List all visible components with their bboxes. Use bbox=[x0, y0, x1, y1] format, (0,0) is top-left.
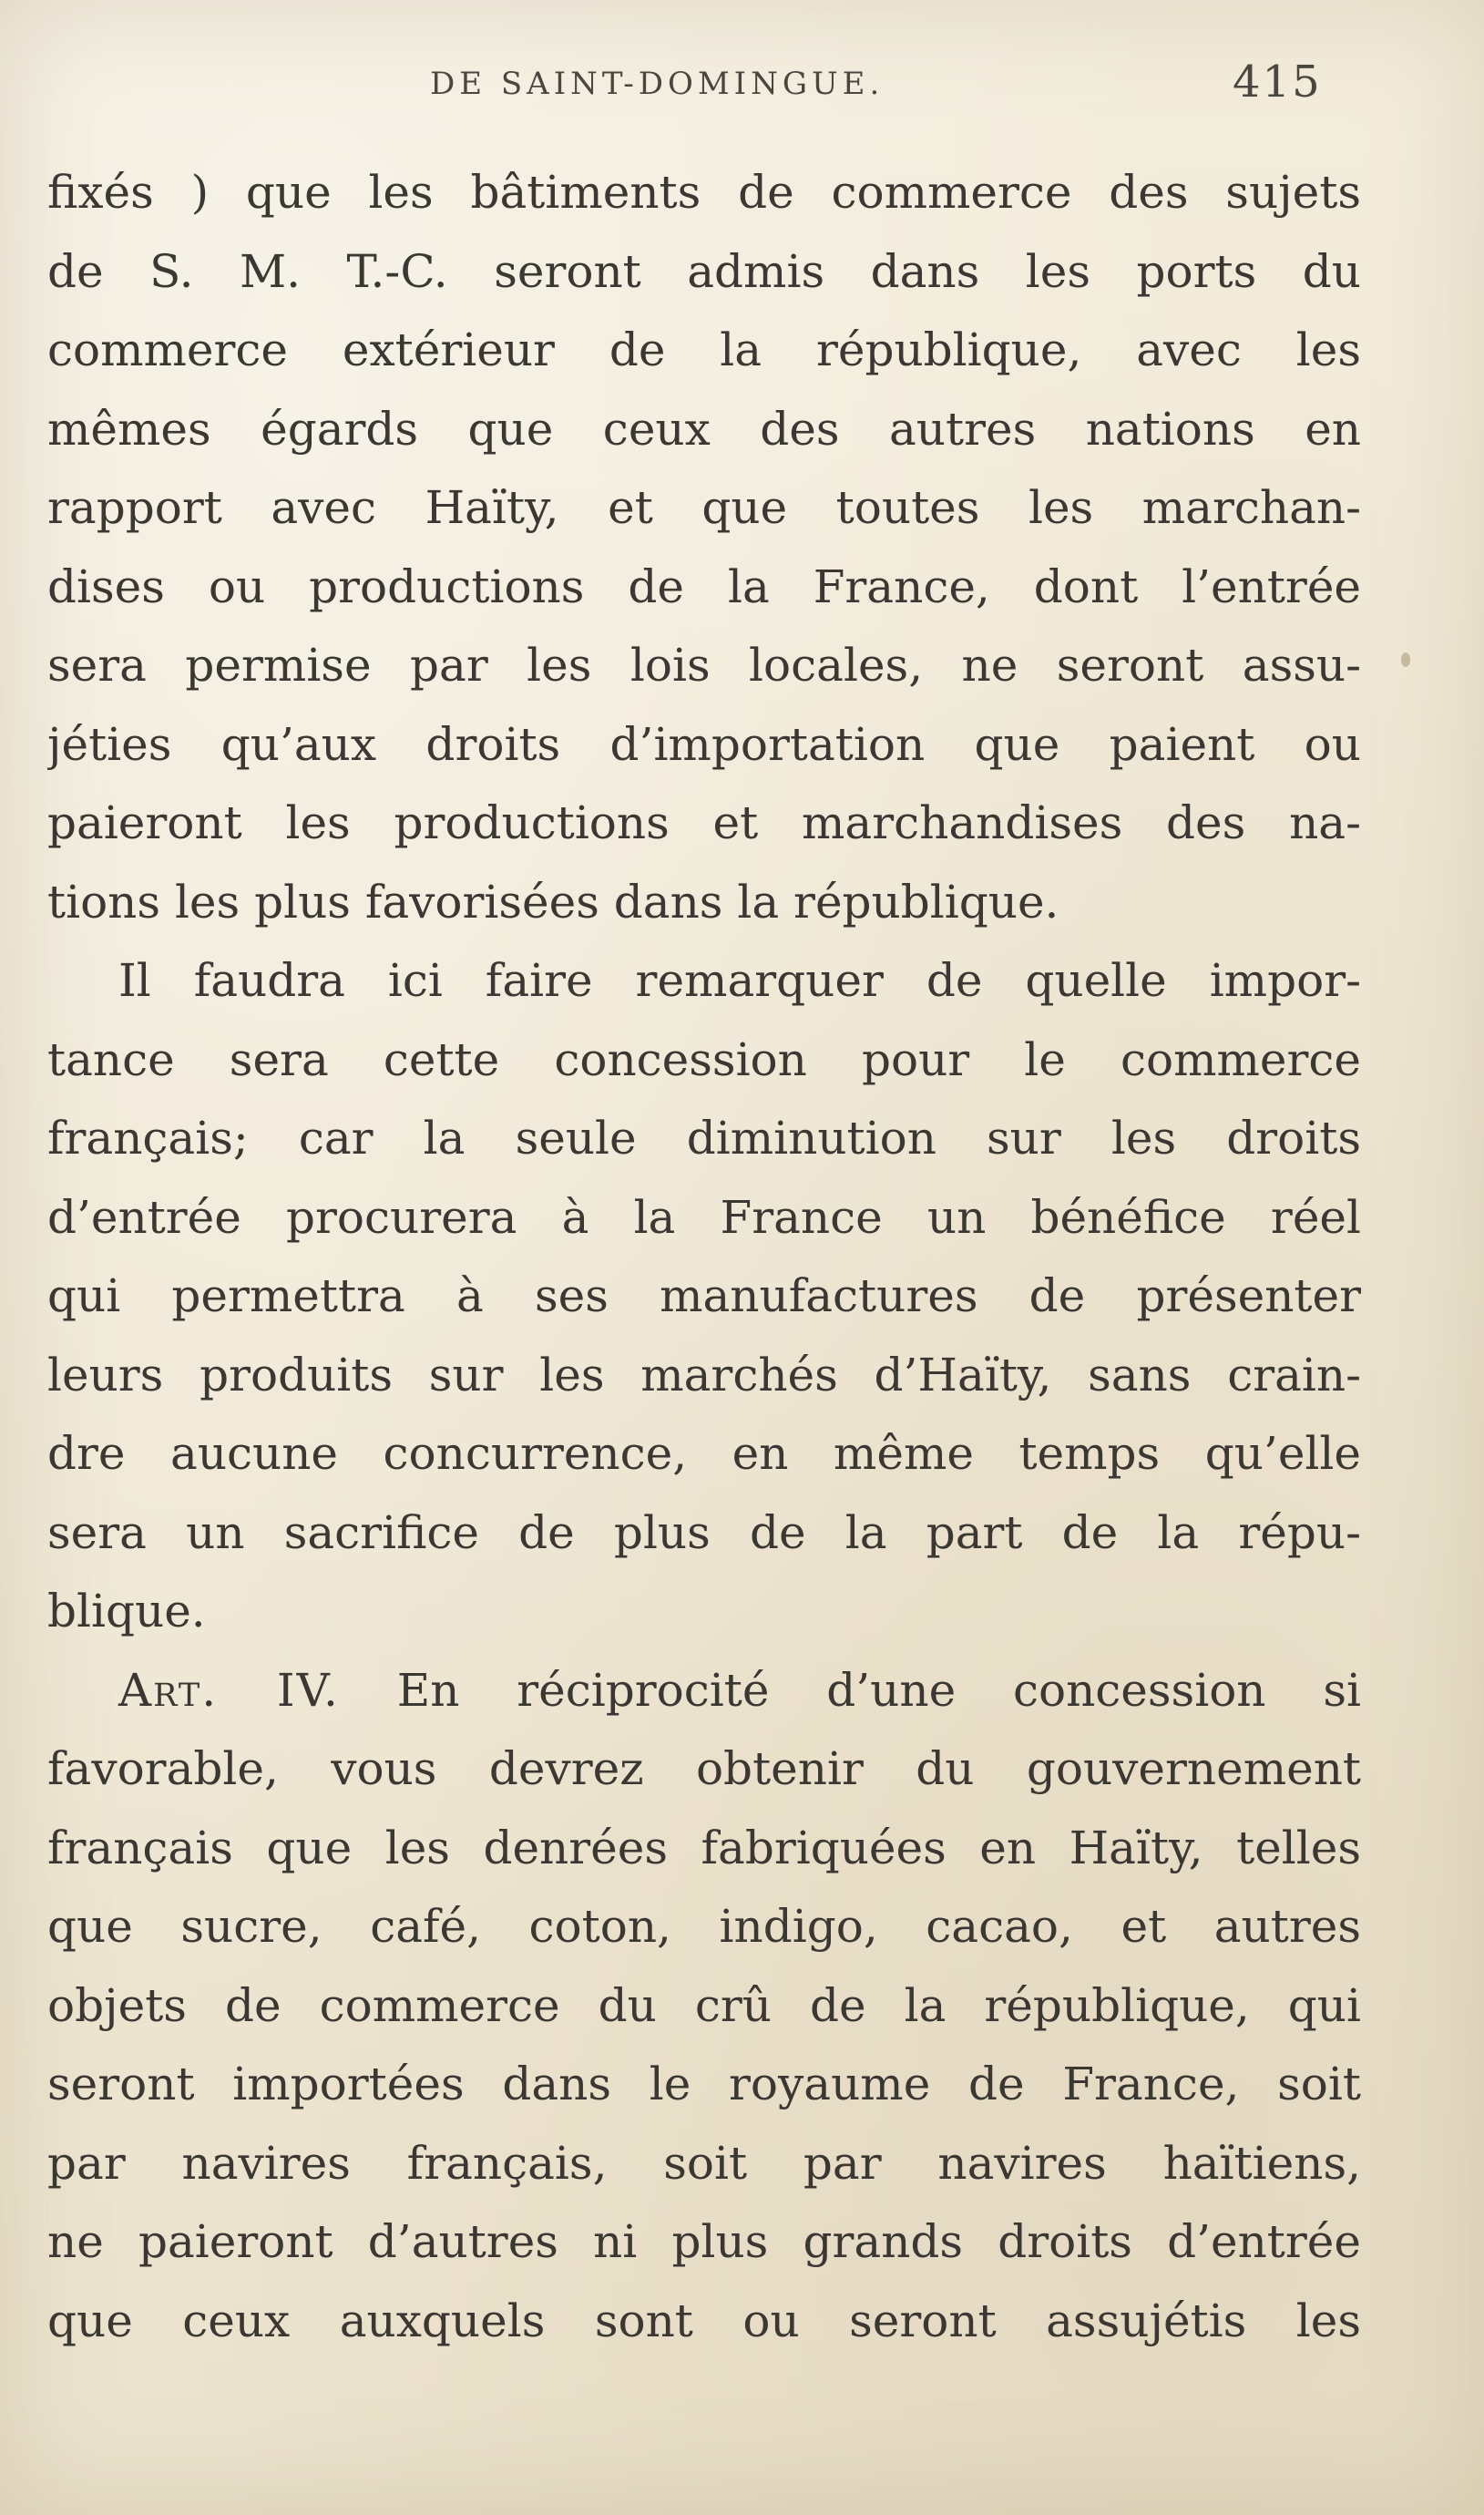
text-line: de S. M. T.-C. seront admis dans les ports du bbox=[47, 244, 1361, 298]
text-line: dre aucune concurrence, en même temps qu’elle bbox=[47, 1427, 1361, 1480]
text-line: par navires français, soit par navires haïtiens, bbox=[47, 2136, 1361, 2190]
text-line: français que les denrées fabriquées en Haïty, telles bbox=[47, 1821, 1361, 1874]
text-line: mêmes égards que ceux des autres nations en bbox=[47, 402, 1361, 456]
text-line: rapport avec Haïty, et que toutes les marchan- bbox=[47, 481, 1361, 534]
paper-spot bbox=[1401, 652, 1410, 667]
paragraph-2 bbox=[47, 941, 1361, 1651]
page-header bbox=[0, 56, 1484, 120]
text-line: qui permettra à ses manufactures de présenter bbox=[47, 1269, 1361, 1322]
text-line: seront importées dans le royaume de France, soit bbox=[47, 2058, 1361, 2110]
text-line: blique. bbox=[47, 1585, 206, 1637]
text-line: d’entrée procurera à la France un bénéfice réel bbox=[47, 1190, 1361, 1244]
paragraph-1 bbox=[47, 153, 1361, 941]
text-line: sera un sacrifice de plus de la part de la répu- bbox=[47, 1505, 1361, 1559]
text-line: ne paieront d’autres ni plus grands droits d’entrée bbox=[47, 2215, 1361, 2268]
page-number: 415 bbox=[1233, 56, 1322, 108]
text-line: Il faudra ici faire remarquer de quelle impor- bbox=[118, 954, 1361, 1007]
text-line: tance sera cette concession pour le commerce bbox=[47, 1032, 1361, 1086]
text-line: objets de commerce du crû de la république, qui bbox=[47, 1978, 1361, 2032]
text-line: tions les plus favorisées dans la république. bbox=[47, 875, 1059, 929]
running-head: DE SAINT-DOMINGUE. bbox=[430, 66, 885, 102]
text-line: leurs produits sur les marchés d’Haïty, sans crain- bbox=[47, 1348, 1361, 1401]
text-line: dises ou productions de la France, dont l’entrée bbox=[47, 559, 1361, 613]
text-line: jéties qu’aux droits d’importation que paient ou bbox=[47, 717, 1361, 771]
text-line bbox=[47, 1651, 1361, 1730]
text-line: français; car la seule diminution sur les droits bbox=[47, 1112, 1361, 1165]
text-line: sera permise par les lois locales, ne seront assu- bbox=[47, 639, 1361, 692]
body-text bbox=[47, 153, 1361, 2360]
text-line: commerce extérieur de la république, avec les bbox=[47, 323, 1361, 376]
text-line: favorable, vous devrez obtenir du gouvernement bbox=[47, 1742, 1361, 1795]
paragraph-3 bbox=[47, 1651, 1361, 2361]
article-label: Art. IV. bbox=[118, 1663, 340, 1717]
text-line: que ceux auxquels sont ou seront assujétis les bbox=[47, 2294, 1361, 2347]
text-line-rest: En réciprocité d’une concession si bbox=[396, 1663, 1361, 1717]
text-line: que sucre, café, coton, indigo, cacao, et autres bbox=[47, 1900, 1361, 1953]
text-line: fixés ) que les bâtiments de commerce des sujets bbox=[47, 166, 1361, 219]
text-line: paieront les productions et marchandises des na- bbox=[47, 796, 1361, 849]
